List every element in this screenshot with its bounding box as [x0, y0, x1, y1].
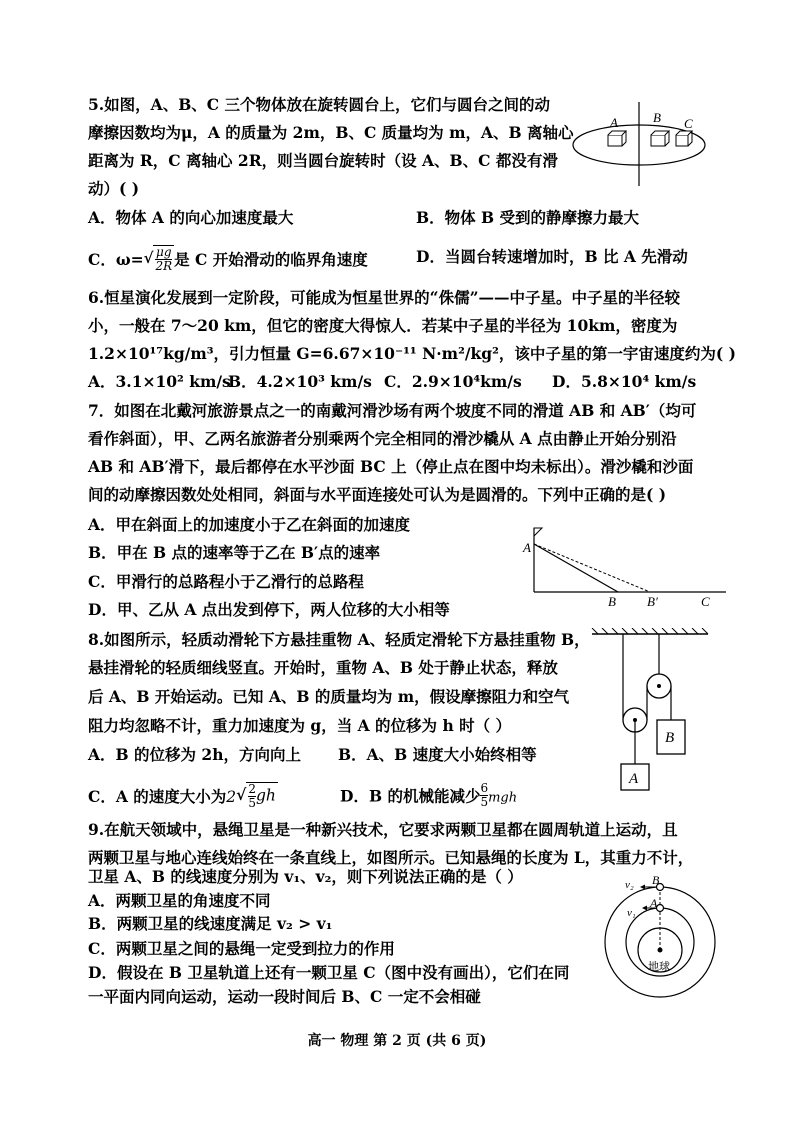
q5-c-denominator: 2R — [155, 259, 173, 273]
q5-option-b: B．物体 B 受到的静摩擦力最大 — [416, 208, 639, 227]
q8-pulley-figure — [588, 628, 714, 794]
q7-option-c: C．甲滑行的总路程小于乙滑行的总路程 — [88, 572, 364, 591]
q6-option-b: B．4.2×10³ km/s — [228, 372, 372, 391]
q5-line-1: 5.如图，A、B、C 三个物体放在旋转圆台上，它们与圆台之间的动 — [88, 95, 551, 114]
q9-option-d: D．假设在 B 卫星轨道上还有一颗卫星 C（图中没有画出），它们在同 — [88, 963, 570, 982]
q5-line-2: 摩擦因数均为μ，A 的质量为 2m，B、C 质量均为 m，A、B 离轴心 — [88, 123, 574, 142]
q8-line-1: 8.如图所示，轻质动滑轮下方悬挂重物 A、轻质定滑轮下方悬挂重物 B， — [88, 630, 590, 649]
q5-option-a: A．物体 A 的向心加速度最大 — [88, 208, 294, 227]
q8-line-4: 阻力均忽略不计，重力加速度为 g，当 A 的位移为 h 时（ ） — [88, 716, 512, 735]
page-footer: 高一 物理 第 2 页 (共 6 页) — [307, 1033, 487, 1049]
q9-fig-label-earth: 地球 — [648, 961, 670, 973]
q8-line-3: 后 A、B 开始运动。已知 A、B 的质量均为 m，假设摩擦阻力和空气 — [88, 687, 570, 706]
q5-option-c-prefix: C．ω= — [88, 250, 144, 269]
q8-c-numerator: 2 — [248, 782, 256, 796]
q8-fig-label-b: B — [665, 730, 675, 746]
q9-satellite-figure — [600, 872, 718, 1004]
q7-line-1: 7．如图在北戴河旅游景点之一的南戴河滑沙场有两个坡度不同的滑道 AB 和 AB′（均可 — [88, 401, 697, 420]
q7-line-3: AB 和 AB′滑下，最后都停在水平沙面 BC 上（停止点在图中均未标出）。滑沙橇和沙面 — [88, 457, 694, 476]
q8-c-gh: gh — [255, 786, 276, 805]
q8-d-numerator: 6 — [480, 781, 489, 795]
q6-option-d: D．5.8×10⁴ km/s — [552, 372, 697, 391]
q5-c-numerator: μg — [156, 245, 172, 259]
q8-fig-label-a: A — [629, 771, 639, 787]
q9-line-3: 卫星 A、B 的线速度分别为 v₁、v₂，则下列说法正确的是（ ） — [88, 867, 523, 886]
q5-fig-label-b: B — [653, 110, 661, 125]
q6-option-c: C．2.9×10⁴km/s — [384, 372, 522, 391]
q6-line-2: 小，一般在 7～20 km，但它的密度大得惊人．若某中子星的半径为 10km，密度为 — [88, 316, 678, 335]
q7-fig-label-b-prime: B′ — [647, 594, 658, 608]
q8-c-coefficient: 2 — [226, 788, 237, 806]
q9-option-b: B．两颗卫星的线速度满足 v₂ > v₁ — [88, 914, 333, 933]
q7-option-d: D．甲、乙从 A 点出发到停下，两人位移的大小相等 — [88, 600, 450, 619]
q7-option-b: B．甲在 B 点的速率等于乙在 B′点的速率 — [88, 543, 381, 562]
q8-option-b: B．A、B 速度大小始终相等 — [338, 745, 537, 764]
q5-turntable-figure — [566, 100, 716, 190]
q8-d-denominator: 5 — [480, 795, 489, 809]
q8-option-a: A．B 的位移为 2h，方向向上 — [88, 745, 301, 764]
q8-line-2: 悬挂滑轮的轻质细线竖直。开始时，重物 A、B 处于静止状态，释放 — [88, 658, 558, 677]
q9-fig-label-v1: v₁ — [627, 907, 636, 919]
q7-fig-label-a: A — [523, 540, 531, 555]
q9-fig-label-b: B — [652, 873, 660, 887]
q8-option-d-prefix: D．B 的机械能减少 — [340, 786, 481, 806]
q9-option-d-cont: 一平面内同向运动，运动一段时间后 B、C 一定不会相碰 — [88, 987, 481, 1006]
q8-option-c: C．A 的速度大小为2√ $\frac{2}{5}$ gh — [88, 782, 276, 810]
q5-option-d: D．当圆台转速增加时，B 比 A 先滑动 — [416, 247, 688, 266]
q7-slide-figure — [520, 524, 732, 608]
q5-line-3: 距离为 R，C 离轴心 2R，则当圆台旋转时（设 A、B、C 都没有滑 — [88, 151, 558, 170]
q6-line-1: 6.恒星演化发展到一定阶段，可能成为恒星世界的“侏儒”——中子星。中子星的半径较 — [88, 288, 681, 307]
q8-d-mgh: mgh — [488, 790, 518, 806]
q7-fig-label-c: C — [701, 594, 710, 608]
q9-option-a: A．两颗卫星的角速度不同 — [88, 891, 271, 910]
q7-option-a: A．甲在斜面上的加速度小于乙在斜面的加速度 — [88, 515, 411, 534]
q5-option-c: C．ω=√ $\frac{\mu g}{2R}$ 是 C 开始滑动的临界角速度 — [88, 245, 368, 273]
q5-fig-label-c: C — [684, 116, 693, 131]
q7-line-2: 看作斜面），甲、乙两名旅游者分别乘两个完全相同的滑沙橇从 A 点由静止开始分别沿 — [88, 429, 677, 448]
q9-fig-label-a: A — [650, 896, 658, 910]
q7-fig-label-b: B — [608, 594, 616, 608]
q5-option-c-suffix: 是 C 开始滑动的临界角速度 — [174, 250, 368, 269]
q6-line-3: 1.2×10¹⁷kg/m³，引力恒量 G=6.67×10⁻¹¹ N·m²/kg²，该中子星的第一宇宙速度约为( ) — [88, 344, 736, 363]
q8-option-c-prefix: C．A 的速度大小为 — [88, 787, 227, 806]
q5-line-4: 动）( ) — [88, 179, 140, 198]
q6-option-a: A．3.1×10² km/s — [88, 372, 231, 391]
q9-option-c: C．两颗卫星之间的悬绳一定受到拉力的作用 — [88, 939, 395, 958]
q9-line-2: 两颗卫星与地心连线始终在一条直线上，如图所示。已知悬绳的长度为 L，其重力不计， — [88, 848, 694, 867]
q9-fig-label-v2: v₂ — [625, 879, 634, 891]
q7-line-4: 间的动摩擦因数处处相同，斜面与水平面连接处可认为是圆滑的。下列中正确的是( ) — [88, 485, 667, 504]
q8-option-d — [340, 781, 518, 811]
q5-fig-label-a: A — [610, 115, 618, 130]
q8-c-denominator: 5 — [248, 796, 256, 810]
q9-line-1: 9.在航天领域中，悬绳卫星是一种新兴技术，它要求两颗卫星都在圆周轨道上运动，且 — [88, 820, 678, 839]
